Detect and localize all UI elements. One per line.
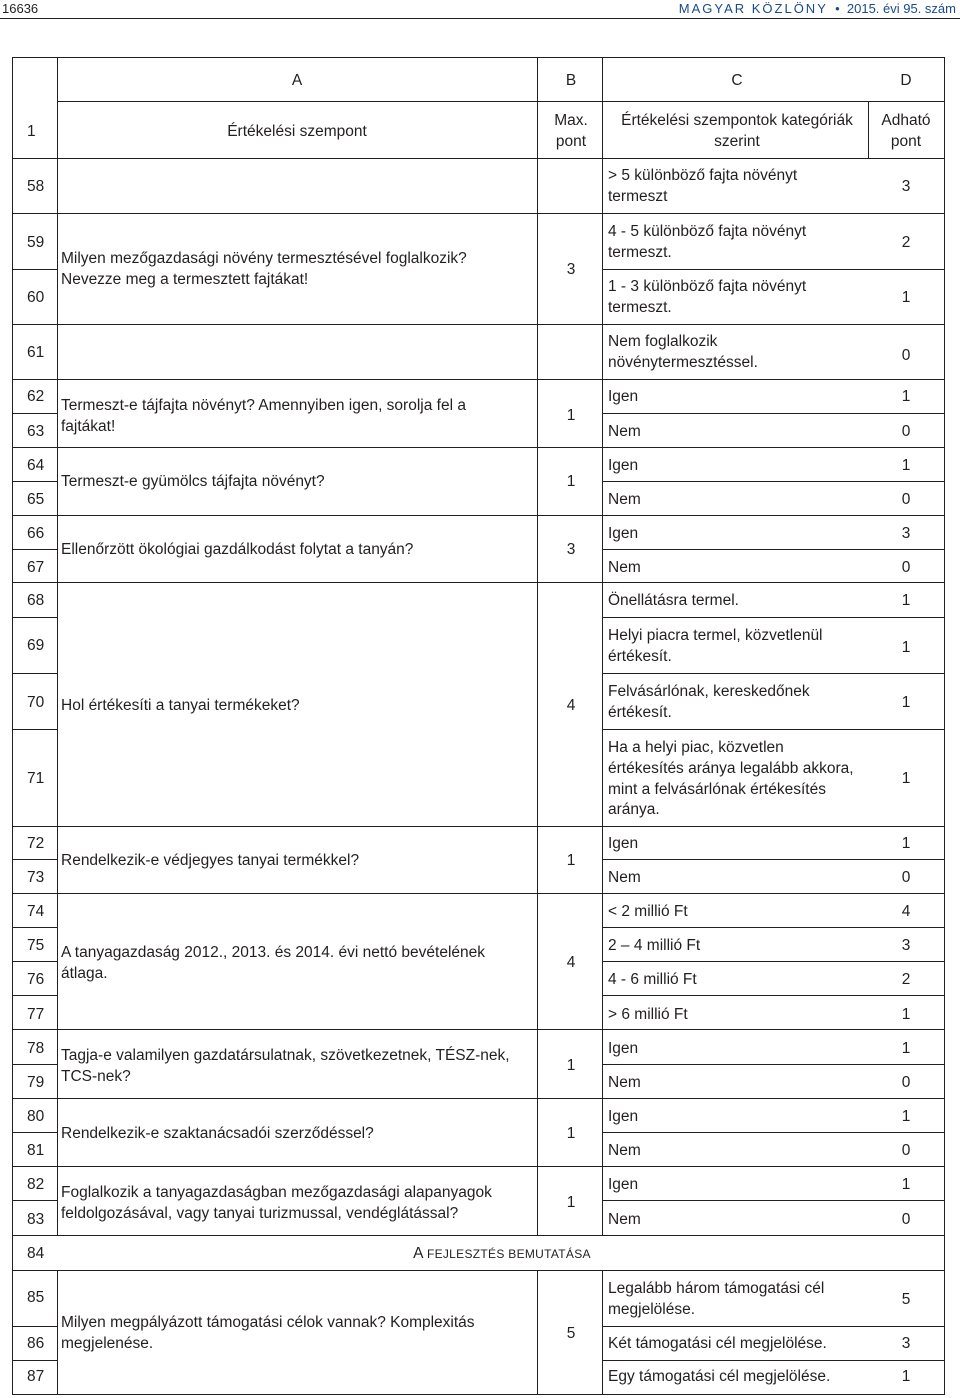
answer-yes: Igen xyxy=(608,388,639,405)
category-text: < 2 millió Ft xyxy=(608,903,688,920)
row-number: 62 xyxy=(27,388,45,405)
categories-heading-line1: Értékelési szempontok kategóriák xyxy=(621,112,853,129)
answer-no: Nem xyxy=(608,559,641,576)
table-rule xyxy=(12,1200,58,1201)
points-value: 2 xyxy=(901,234,911,251)
row-number: 71 xyxy=(27,770,45,787)
table-rule xyxy=(602,549,945,550)
category-text: termeszt. xyxy=(608,244,672,261)
table-rule xyxy=(12,57,13,1395)
question-text: Termeszt-e gyümölcs tájfajta növényt? xyxy=(61,473,325,490)
points-heading-line1: Adható xyxy=(881,112,931,129)
table-rule xyxy=(12,57,945,58)
category-text: Két támogatási cél megjelölése. xyxy=(608,1335,827,1352)
category-text: Egy támogatási cél megjelölése. xyxy=(608,1368,831,1385)
category-text: Nem foglalkozik xyxy=(608,333,718,350)
row-number: 84 xyxy=(27,1245,45,1262)
category-text: értékesítés aránya legalább akkora, xyxy=(608,760,854,777)
table-rule xyxy=(602,57,603,1236)
table-rule xyxy=(12,1270,945,1271)
table-rule xyxy=(602,1326,945,1327)
answer-yes: Igen xyxy=(608,1176,639,1193)
table-rule xyxy=(12,1394,945,1395)
question-text: fajtákat! xyxy=(61,418,116,435)
points-value: 1 xyxy=(901,835,911,852)
points-value: 3 xyxy=(901,937,911,954)
table-rule xyxy=(12,859,58,860)
category-text: termeszt xyxy=(608,188,668,205)
table-rule xyxy=(12,995,58,996)
row-number: 76 xyxy=(27,971,45,988)
column-d-heading: D xyxy=(900,72,912,89)
question-text: átlaga. xyxy=(61,965,108,982)
max-heading-line2: pont xyxy=(555,133,587,150)
answer-no: Nem xyxy=(608,423,641,440)
section-heading: A FEJLESZTÉS BEMUTATÁSA xyxy=(413,1245,591,1262)
table-rule xyxy=(12,447,945,448)
category-text: > 6 millió Ft xyxy=(608,1006,688,1023)
row-number: 85 xyxy=(27,1289,45,1306)
table-rule xyxy=(12,1098,945,1099)
table-rule xyxy=(12,1235,945,1236)
column-c-heading: C xyxy=(731,72,743,89)
max-points: 4 xyxy=(566,954,576,971)
category-text: Önellátásra termel. xyxy=(608,592,739,609)
table-rule xyxy=(12,1326,58,1327)
question-text: Milyen mezőgazdasági növény termesztésével foglalkozik? xyxy=(61,250,467,267)
table-rule xyxy=(602,859,945,860)
row-number: 81 xyxy=(27,1142,45,1159)
criterion-heading: Értékelési szempont xyxy=(227,123,367,140)
question-text: megjelenése. xyxy=(61,1335,154,1352)
points-value: 0 xyxy=(901,869,911,886)
answer-yes: Igen xyxy=(608,457,639,474)
header-rule xyxy=(0,18,960,19)
points-value: 1 xyxy=(901,770,911,787)
table-rule xyxy=(537,1270,538,1395)
table-rule xyxy=(602,995,945,996)
table-rule xyxy=(602,617,945,618)
table-rule xyxy=(12,549,58,550)
table-rule xyxy=(12,961,58,962)
question-text: Ellenőrzött ökológiai gazdálkodást folytat a tanyán? xyxy=(61,541,414,558)
table-rule xyxy=(12,1029,945,1030)
categories-heading-line2: szerint xyxy=(714,133,760,150)
table-rule xyxy=(12,927,58,928)
max-points: 3 xyxy=(566,541,576,558)
table-rule xyxy=(12,582,945,583)
points-value: 5 xyxy=(901,1291,911,1308)
max-points: 1 xyxy=(566,1057,576,1074)
question-text: feldolgozásával, vagy tanyai turizmussal, vendéglátással? xyxy=(61,1205,459,1222)
points-value: 0 xyxy=(901,423,911,440)
journal-title: MAGYAR KÖZLÖNY • 2015. évi 95. szám xyxy=(678,1,956,16)
points-value: 1 xyxy=(901,1176,911,1193)
category-text: növénytermesztéssel. xyxy=(608,354,758,371)
column-a-heading: A xyxy=(291,72,303,89)
answer-no: Nem xyxy=(608,1142,641,1159)
table-rule xyxy=(602,1132,945,1133)
table-rule xyxy=(602,729,945,730)
row-number: 66 xyxy=(27,525,45,542)
table-rule xyxy=(57,57,58,1236)
table-rule xyxy=(12,673,58,674)
question-text: Foglalkozik a tanyagazdaságban mezőgazdasági alapanyagok xyxy=(61,1184,492,1201)
answer-yes: Igen xyxy=(608,1040,639,1057)
points-value: 1 xyxy=(901,289,911,306)
answer-no: Nem xyxy=(608,1211,641,1228)
question-text: Tagja-e valamilyen gazdatársulatnak, szövetkezetnek, TÉSZ-nek, xyxy=(61,1047,510,1064)
points-value: 0 xyxy=(901,559,911,576)
table-rule xyxy=(12,617,58,618)
row-number: 72 xyxy=(27,835,45,852)
category-text: Ha a helyi piac, közvetlen xyxy=(608,739,784,756)
table-rule xyxy=(12,826,945,827)
table-rule xyxy=(12,1132,58,1133)
points-value: 0 xyxy=(901,347,911,364)
category-text: 2 – 4 millió Ft xyxy=(608,937,701,954)
category-text: értékesít. xyxy=(608,648,672,665)
table-rule xyxy=(12,893,945,894)
max-points: 1 xyxy=(566,1194,576,1211)
points-value: 1 xyxy=(901,592,911,609)
table-rule xyxy=(12,413,58,414)
category-text: 4 - 5 különböző fajta növényt xyxy=(608,223,807,240)
points-value: 3 xyxy=(901,178,911,195)
max-points: 1 xyxy=(566,473,576,490)
row-number: 86 xyxy=(27,1335,45,1352)
max-points: 5 xyxy=(566,1325,576,1342)
row-number: 78 xyxy=(27,1040,45,1057)
row-number: 82 xyxy=(27,1176,45,1193)
answer-no: Nem xyxy=(608,491,641,508)
points-value: 3 xyxy=(901,1335,911,1352)
table-rule xyxy=(602,961,945,962)
max-points: 3 xyxy=(566,261,576,278)
table-rule xyxy=(868,101,869,159)
table-rule xyxy=(537,57,538,1236)
category-text: > 5 különböző fajta növényt xyxy=(608,167,798,184)
points-value: 3 xyxy=(901,525,911,542)
answer-no: Nem xyxy=(608,1074,641,1091)
row-number: 60 xyxy=(27,289,45,306)
points-value: 1 xyxy=(901,1368,911,1385)
question-text: A tanyagazdaság 2012., 2013. és 2014. évi nettó bevételének xyxy=(61,944,485,961)
category-text: Felvásárlónak, kereskedőnek xyxy=(608,683,810,700)
category-text: Legalább három támogatási cél xyxy=(608,1280,825,1297)
column-b-heading: B xyxy=(565,72,577,89)
question-text: Rendelkezik-e szaktanácsadói szerződéssel? xyxy=(61,1125,374,1142)
row-number: 83 xyxy=(27,1211,45,1228)
row-number: 63 xyxy=(27,423,45,440)
table-rule xyxy=(12,1166,945,1167)
question-text: Hol értékesíti a tanyai termékeket? xyxy=(61,697,300,714)
row-number: 58 xyxy=(27,178,45,195)
table-rule xyxy=(12,324,945,325)
row-number: 70 xyxy=(27,694,45,711)
points-value: 2 xyxy=(901,971,911,988)
table-rule xyxy=(12,481,58,482)
page-number: 16636 xyxy=(2,1,39,16)
table-rule xyxy=(602,413,945,414)
table-rule xyxy=(602,673,945,674)
category-text: Helyi piacra termel, közvetlenül xyxy=(608,627,823,644)
answer-yes: Igen xyxy=(608,1108,639,1125)
table-rule xyxy=(57,1270,58,1395)
points-value: 1 xyxy=(901,1006,911,1023)
row-number: 77 xyxy=(27,1006,45,1023)
category-text: aránya. xyxy=(608,801,660,818)
max-heading-line1: Max. xyxy=(554,112,588,129)
points-value: 1 xyxy=(901,1040,911,1057)
row-number: 75 xyxy=(27,937,45,954)
table-rule xyxy=(12,1064,58,1065)
max-points: 1 xyxy=(566,1125,576,1142)
row-number: 80 xyxy=(27,1108,45,1125)
table-rule xyxy=(602,481,945,482)
question-text: TCS-nek? xyxy=(61,1068,131,1085)
row-number: 64 xyxy=(27,457,45,474)
table-rule xyxy=(57,101,945,102)
points-value: 0 xyxy=(901,1211,911,1228)
row-number: 79 xyxy=(27,1074,45,1091)
question-text: Termeszt-e tájfajta növényt? Amennyiben igen, sorolja fel a xyxy=(61,397,466,414)
category-text: értékesít. xyxy=(608,704,672,721)
points-value: 0 xyxy=(901,1074,911,1091)
points-value: 4 xyxy=(901,903,911,920)
table-rule xyxy=(12,213,945,214)
category-text: termeszt. xyxy=(608,299,672,316)
points-value: 1 xyxy=(901,694,911,711)
table-rule xyxy=(944,57,945,1395)
answer-no: Nem xyxy=(608,869,641,886)
points-heading-line2: pont xyxy=(890,133,922,150)
row-number: 68 xyxy=(27,592,45,609)
row-number: 1 xyxy=(27,123,36,140)
question-text: Nevezze meg a termesztett fajtákat! xyxy=(61,271,309,288)
points-value: 0 xyxy=(901,491,911,508)
table-rule xyxy=(12,729,58,730)
table-rule xyxy=(602,269,945,270)
question-text: Rendelkezik-e védjegyes tanyai termékkel? xyxy=(61,852,360,869)
table-rule xyxy=(602,1064,945,1065)
table-rule xyxy=(602,1360,945,1361)
category-text: 1 - 3 különböző fajta növényt xyxy=(608,278,807,295)
max-points: 1 xyxy=(566,407,576,424)
row-number: 87 xyxy=(27,1368,45,1385)
row-number: 65 xyxy=(27,491,45,508)
points-value: 0 xyxy=(901,1142,911,1159)
question-text: Milyen megpályázott támogatási célok vannak? Komplexitás xyxy=(61,1314,475,1331)
points-value: 1 xyxy=(901,388,911,405)
points-value: 1 xyxy=(901,639,911,656)
row-number: 73 xyxy=(27,869,45,886)
max-points: 1 xyxy=(566,852,576,869)
points-value: 1 xyxy=(901,457,911,474)
table-rule xyxy=(602,1270,603,1395)
table-rule xyxy=(12,158,945,159)
max-points: 4 xyxy=(566,697,576,714)
page-header xyxy=(0,0,960,18)
row-number: 67 xyxy=(27,559,45,576)
answer-yes: Igen xyxy=(608,525,639,542)
table-rule xyxy=(12,269,58,270)
category-text: 4 - 6 millió Ft xyxy=(608,971,697,988)
row-number: 61 xyxy=(27,344,45,361)
category-text: mint a felvásárlónak értékesítés xyxy=(608,781,826,798)
category-text: megjelölése. xyxy=(608,1301,696,1318)
table-rule xyxy=(12,1360,58,1361)
table-rule xyxy=(12,515,945,516)
row-number: 74 xyxy=(27,903,45,920)
table-rule xyxy=(602,927,945,928)
points-value: 1 xyxy=(901,1108,911,1125)
row-number: 59 xyxy=(27,234,45,251)
table-rule xyxy=(12,379,945,380)
table-rule xyxy=(602,1200,945,1201)
answer-yes: Igen xyxy=(608,835,639,852)
row-number: 69 xyxy=(27,637,45,654)
